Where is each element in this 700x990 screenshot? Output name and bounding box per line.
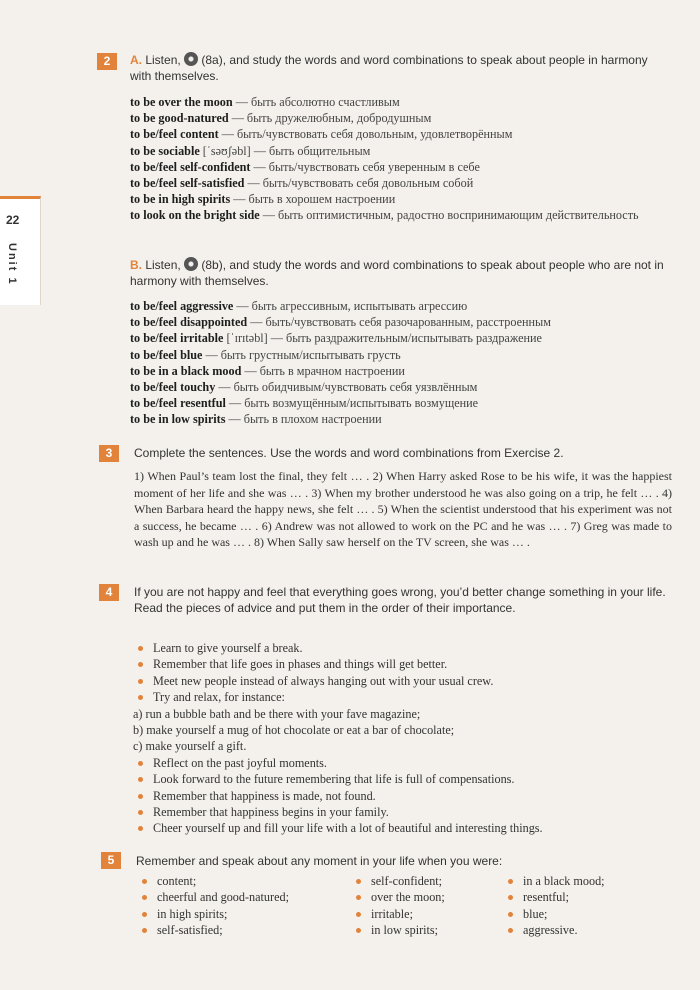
vocab-entry [130, 363, 675, 379]
mood-list-item: in low spirits; [351, 922, 503, 938]
page-number: 22 [6, 213, 20, 227]
vocab-entry [130, 298, 675, 314]
exercise-2b-listen: Listen, [145, 258, 181, 272]
vocab-phrase: to be/feel disappointed [130, 315, 248, 330]
unit-label: Unit 1 [6, 243, 18, 286]
vocab-translation: — быть/чувствовать себя уверенным в себе [250, 159, 480, 174]
vocab-entry [130, 175, 675, 191]
mood-list-item: aggressive. [503, 922, 673, 938]
vocab-phrase: to be/feel content [130, 127, 219, 142]
vocab-entry [130, 379, 675, 395]
vocab-translation: — быть оптимистичным, радостно воспринимающим действительность [259, 208, 639, 223]
exercise-5-number: 5 [101, 852, 121, 869]
vocab-entry [130, 126, 675, 142]
audio-cd-icon [184, 52, 198, 66]
exercise-5-columns [137, 873, 677, 938]
advice-sub-item: b) make yourself a mug of hot chocolate or eat a bar of chocolate; [133, 723, 455, 738]
vocab-phrase: to be sociable [130, 143, 200, 158]
vocab-list-b [130, 298, 675, 428]
vocab-entry [130, 110, 675, 126]
exercise-2b-text: (8b), and study the words and word combinations to speak about people who are not in harmony with themselves. [130, 258, 664, 288]
advice-bullet-item: Look forward to the future remembering that life is full of compensations. [133, 771, 673, 787]
vocab-phrase: to be/feel self-satisfied [130, 176, 245, 191]
vocab-translation: — быть в плохом настроении [225, 412, 382, 427]
advice-bullet-item: Learn to give yourself a break. [133, 640, 673, 656]
advice-sub-item: c) make yourself a gift. [133, 739, 247, 754]
vocab-translation: — быть грустным/испытывать грусть [202, 347, 401, 362]
vocab-translation: — быть в мрачном настроении [241, 363, 405, 378]
exercise-2a-listen: Listen, [145, 53, 181, 67]
vocab-translation: — быть агрессивным, испытывать агрессию [233, 299, 468, 313]
mood-list-item: resentful; [503, 889, 673, 905]
vocab-phrase: to be/feel blue [130, 347, 203, 362]
vocab-translation: — быть возмущённым/испытывать возмущение [225, 396, 479, 411]
vocab-phrase: to be/feel self-confident [130, 159, 251, 174]
exercise-5-column-1 [137, 873, 351, 938]
mood-list-item: self-confident; [351, 873, 503, 889]
vocab-phrase: to be in low spirits [130, 412, 226, 427]
exercise-2a-text: (8a), and study the words and word combinations to speak about people in harmony with themselves. [130, 53, 648, 83]
vocab-translation: — быть/чувствовать себя разочарованным, расстроенным [247, 315, 551, 330]
mood-list-item: self-satisfied; [137, 922, 351, 938]
mood-list-item: irritable; [351, 906, 503, 922]
vocab-translation: — быть обидчивым/чувствовать себя уязвлённым [215, 380, 478, 395]
vocab-entry [130, 330, 675, 346]
vocab-phrase: to be good-natured [130, 111, 229, 126]
exercise-2b-label: B. [130, 258, 142, 272]
vocab-phrase: to be in high spirits [130, 192, 231, 207]
vocab-entry [130, 191, 675, 207]
vocab-entry [130, 94, 675, 110]
vocab-phrase: to be/feel touchy [130, 380, 216, 395]
vocab-phrase: to be/feel irritable [130, 331, 224, 346]
vocab-phrase: to look on the bright side [130, 208, 260, 223]
vocab-translation: — быть/чувствовать себя довольным, удовлетворённым [218, 127, 513, 142]
exercise-2b-instruction [130, 257, 672, 289]
exercise-5-instruction: Remember and speak about any moment in your life when you were: [136, 854, 503, 868]
vocab-entry [130, 143, 675, 159]
vocab-translation: — быть абсолютно счастливым [232, 95, 400, 109]
exercise-5-column-3 [503, 873, 673, 938]
vocab-entry [130, 207, 675, 223]
vocab-list-a [130, 94, 675, 224]
advice-bullet-item: Remember that happiness begins in your family. [133, 804, 673, 820]
vocab-translation: [ˈsəʊʃəbl] — быть общительным [199, 143, 371, 158]
vocab-translation: — быть в хорошем настроении [230, 192, 396, 207]
advice-bullet-item: Remember that happiness is made, not found. [133, 788, 673, 804]
exercise-4-instruction: If you are not happy and feel that everything goes wrong, you’d better change something in your life. Read the pieces of advice and put them in the order of their importance. [134, 585, 666, 615]
advice-bullet-item: Try and relax, for instance: [133, 689, 673, 705]
vocab-entry [130, 347, 675, 363]
mood-list-item: in high spirits; [137, 906, 351, 922]
vocab-phrase: to be/feel resentful [130, 396, 226, 411]
vocab-phrase: to be in a black mood [130, 363, 242, 378]
vocab-translation: [ˈɪrɪtəbl] — быть раздражительным/испытывать раздражение [223, 331, 542, 346]
vocab-phrase: to be over the moon [130, 95, 233, 109]
vocab-phrase: to be/feel aggressive [130, 299, 234, 313]
vocab-translation: — быть/чувствовать себя довольным собой [244, 176, 474, 191]
exercise-3-instruction: Complete the sentences. Use the words and word combinations from Exercise 2. [134, 446, 564, 460]
exercise-2-number: 2 [97, 53, 117, 70]
exercise-2a-label: A. [130, 53, 142, 67]
advice-bullet-item: Meet new people instead of always hanging out with your usual crew. [133, 673, 673, 689]
vocab-entry [130, 314, 675, 330]
advice-bullet-item: Cheer yourself up and fill your life with a lot of beautiful and interesting things. [133, 820, 673, 836]
mood-list-item: cheerful and good-natured; [137, 889, 351, 905]
exercise-3-number: 3 [99, 445, 119, 462]
vocab-entry [130, 411, 675, 427]
advice-sub-item: a) run a bubble bath and be there with your fave magazine; [133, 706, 421, 721]
mood-list-item: content; [137, 873, 351, 889]
vocab-entry [130, 395, 675, 411]
advice-bullet-item: Remember that life goes in phases and things will get better. [133, 656, 673, 672]
exercise-4-advice-list [133, 640, 673, 837]
exercise-4-number: 4 [99, 584, 119, 601]
vocab-entry [130, 159, 675, 175]
mood-list-item: blue; [503, 906, 673, 922]
vocab-translation: — быть дружелюбным, добродушным [228, 111, 432, 126]
audio-cd-icon [184, 257, 198, 271]
mood-list-item: in a black mood; [503, 873, 673, 889]
exercise-5-column-2 [351, 873, 503, 938]
exercise-2a-instruction [130, 52, 672, 84]
exercise-3-sentences: 1) When Paul’s team lost the final, they felt … . 2) When Harry asked Rose to be his wife, it was the happiest moment of her life and she was … . 3) When my brother understood he was also going on a trip, he felt … . 4) When Barbara heard the happy news, she felt … . 5) When the scientist understood that his experiment was not a success, he became … . 6) Andrew was not allowed to work on the PC and he was … . 7) Greg was made to wash up and he was … . 8) When Sally saw herself on the TV screen, she was … . [134, 469, 672, 550]
mood-list-item: over the moon; [351, 889, 503, 905]
advice-bullet-item: Reflect on the past joyful moments. [133, 755, 673, 771]
